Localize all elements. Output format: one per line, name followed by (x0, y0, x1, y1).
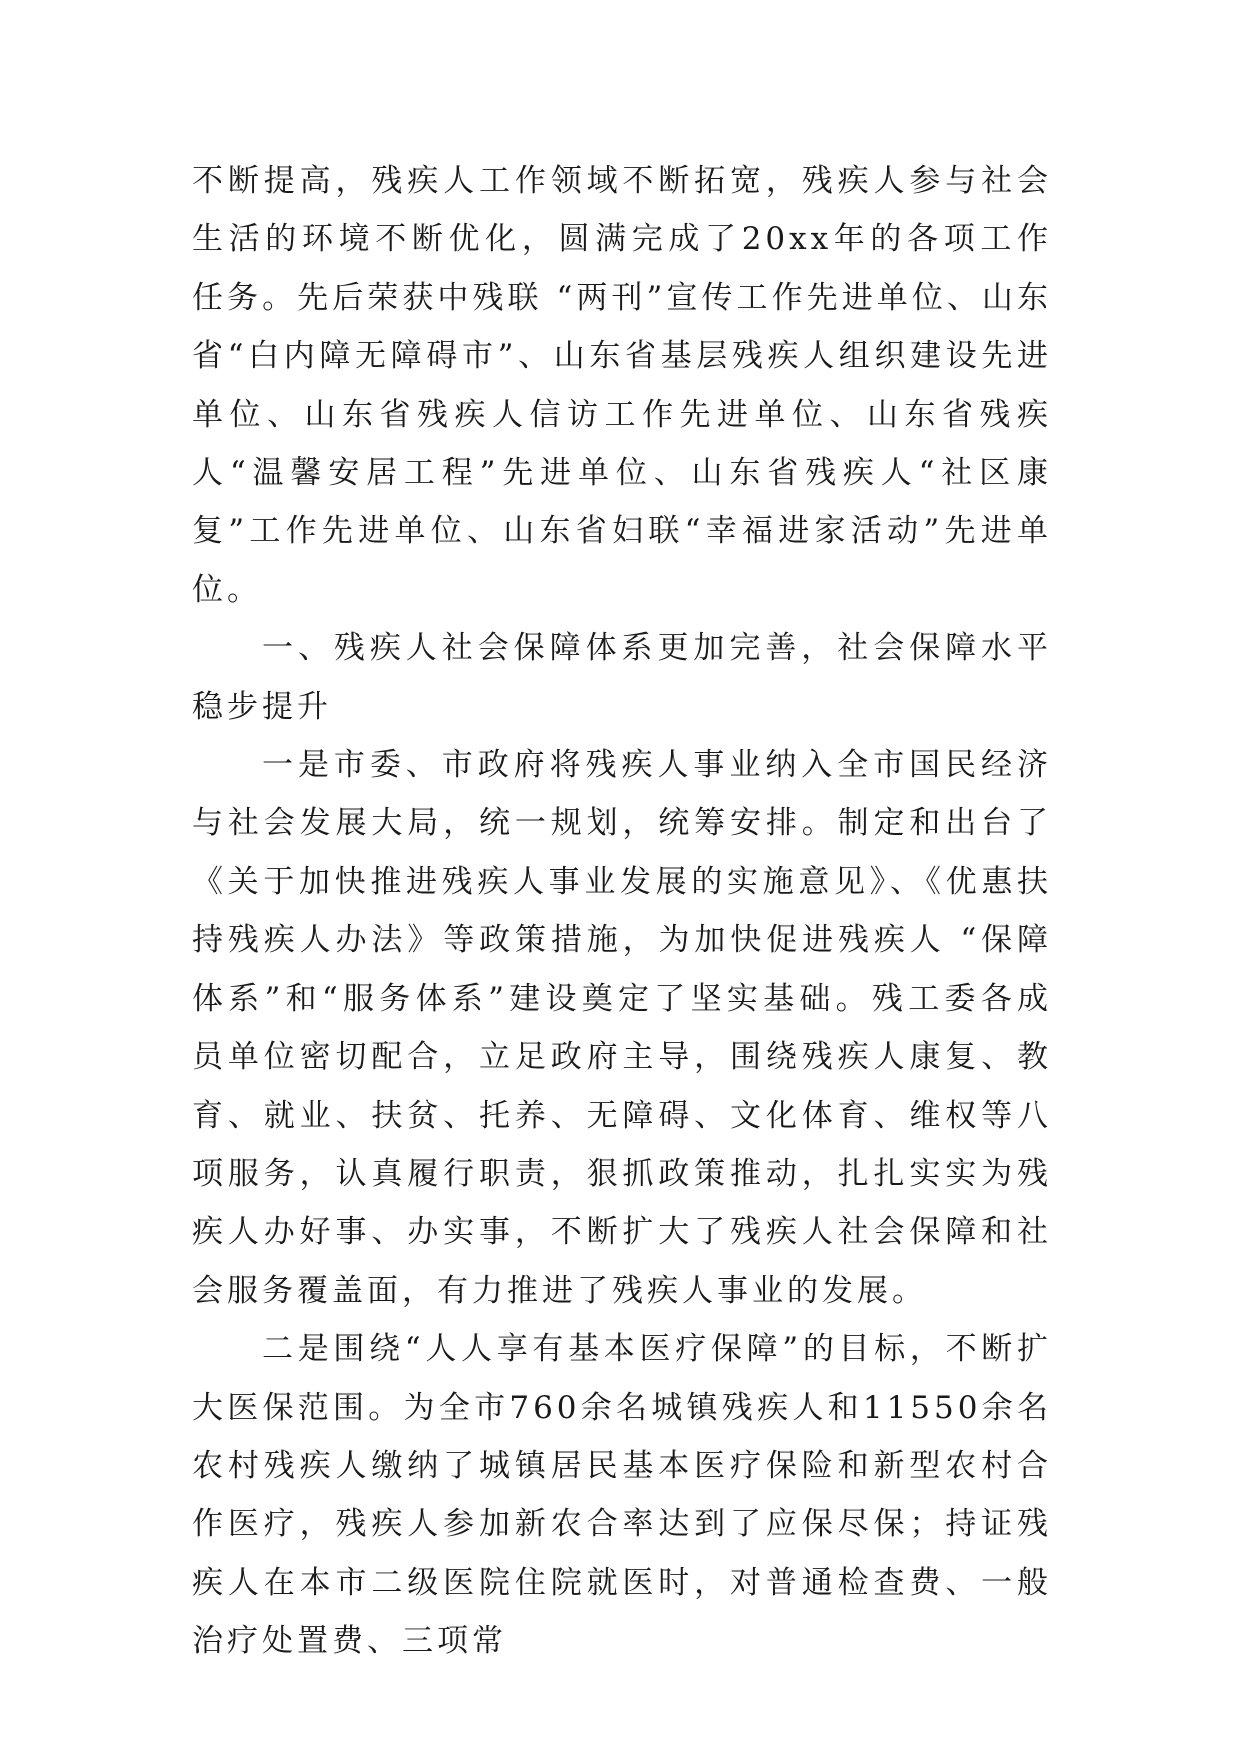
section-heading-social-security: 一、残疾人社会保障体系更加完善，社会保障水平稳步提升 (192, 630, 1052, 725)
paragraph-point-one: 一是市委、市政府将残疾人事业纳入全市国民经济与社会发展大局，统一规划，统筹安排。制定和出台了《关于加快推进残疾人事业发展的实施意见》、《优惠扶持残疾人办法》等政策措施，为加快促进残疾人 “保障体系”和“服务体系”建设奠定了坚实基础。残工委各成员单位密切配合，立足政府主导，围绕残疾人康复、教育、就业、扶贫、托养、无障碍、文化体育、维权等八项服务，认真履行职责，狠抓政策推动，扎扎实实为残疾人办好事、办实事，不断扩大了残疾人社会保障和社会服务覆盖面，有力推进了残疾人事业的发展。 (192, 747, 1052, 1309)
paragraph-point-two: 二是围绕“人人享有基本医疗保障”的目标，不断扩大医保范围。为全市760余名城镇残疾人和11550余名农村残疾人缴纳了城镇居民基本医疗保险和新型农村合作医疗，残疾人参加新农合率达到了应保尽保；持证残疾人在本市二级医院住院就医时，对普通检查费、一般治疗处置费、三项常 (192, 1331, 1052, 1660)
document-body (192, 152, 1052, 1671)
paragraph-intro-continuation: 不断提高，残疾人工作领域不断拓宽，残疾人参与社会生活的环境不断优化，圆满完成了20xx年的各项工作任务。先后荣获中残联 “两刊”宣传工作先进单位、山东省“白内障无障碍市”、山东省基层残疾人组织建设先进单位、山东省残疾人信访工作先进单位、山东省残疾人“温馨安居工程”先进单位、山东省残疾人“社区康复”工作先进单位、山东省妇联“幸福进家活动”先进单位。 (192, 163, 1052, 608)
